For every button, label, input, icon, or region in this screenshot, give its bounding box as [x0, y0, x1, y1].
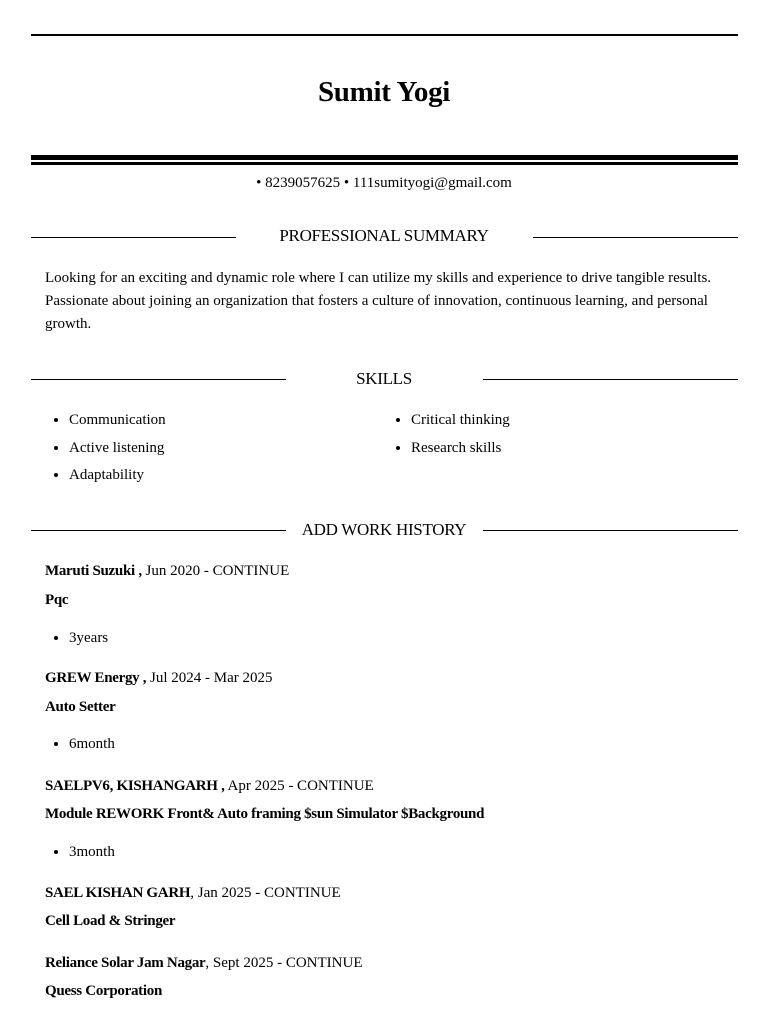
summary-heading: PROFESSIONAL SUMMARY	[279, 226, 489, 245]
company-name: SAEL KISHAN GARH	[45, 885, 191, 901]
job-dates: , Jan 2025 - CONTINUE	[190, 885, 341, 901]
company-name: Maruti Suzuki ,	[45, 563, 142, 579]
skill-item: • Critical thinking	[411, 407, 510, 435]
job-dates: Apr 2025 - CONTINUE	[224, 778, 374, 794]
work-heading: ADD WORK HISTORY	[301, 520, 467, 539]
job-title	[45, 885, 341, 902]
contact-line: • 8239057625 • 111sumityogi@gmail.com	[256, 175, 512, 191]
header-thick-rule	[31, 155, 738, 160]
job-role: Auto Setter	[45, 699, 116, 715]
skill-item: • Active listening	[69, 435, 166, 463]
candidate-name: Sumit Yogi	[317, 76, 451, 108]
skills-list-right	[387, 407, 510, 462]
job-role: Module REWORK Front& Auto framing $sun Simulator $Background	[45, 806, 485, 822]
skills-heading: SKILLS	[356, 369, 412, 388]
job-role: Cell Load & Stringer	[45, 913, 176, 929]
job-details	[45, 736, 115, 753]
job-details	[45, 630, 108, 647]
header-thin-rule	[31, 162, 738, 165]
company-name: SAELPV6, KISHANGARH ,	[45, 778, 225, 794]
job-title	[45, 563, 289, 580]
skill-item: • Research skills	[411, 435, 510, 463]
job-dates: Jul 2024 - Mar 2025	[146, 670, 273, 686]
job-title	[45, 778, 374, 795]
skill-item: • Communication	[69, 407, 166, 435]
company-name: GREW Energy ,	[45, 670, 147, 686]
summary-text: Looking for an exciting and dynamic role where I can utilize my skills and experience to drive tangible results. Passionate about joining an organization that fosters a culture of innovation, continuous learning, and personal growth.	[45, 270, 712, 332]
skills-list-left	[45, 407, 166, 490]
skill-item: • Adaptability	[69, 462, 166, 490]
top-rule	[31, 34, 738, 36]
job-role: Quess Corporation	[45, 983, 162, 999]
job-details	[45, 844, 115, 861]
job-detail-item: • 3month	[69, 844, 115, 861]
job-detail-item: • 3years	[69, 630, 108, 647]
job-title	[45, 670, 273, 687]
job-detail-item: • 6month	[69, 736, 115, 753]
job-dates: Jun 2020 - CONTINUE	[141, 563, 290, 579]
company-name: Reliance Solar Jam Nagar	[45, 955, 206, 971]
job-dates: , Sept 2025 - CONTINUE	[205, 955, 363, 971]
job-role: Pqc	[45, 592, 69, 608]
job-title	[45, 955, 363, 972]
